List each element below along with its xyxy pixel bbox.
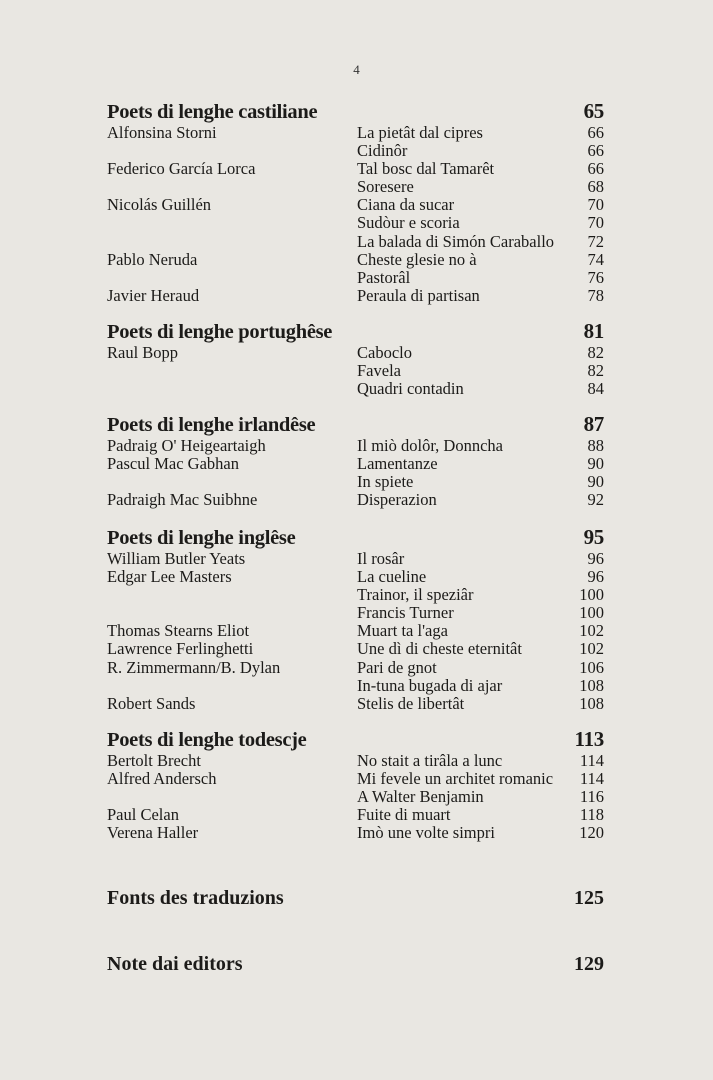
toc-entry	[107, 380, 604, 398]
entry-title: Lamentanze	[357, 454, 438, 474]
toc-entry	[107, 178, 604, 196]
toc-section	[107, 318, 604, 398]
entry-page: 82	[587, 343, 604, 362]
toc-section	[107, 411, 604, 509]
toc-entry	[107, 437, 604, 455]
toc-notes-page: 129	[574, 953, 604, 975]
entry-author: Raul Bopp	[107, 343, 179, 362]
toc-fonts-page: 125	[574, 887, 604, 909]
toc-entry	[107, 659, 604, 677]
entry-title: La cueline	[357, 567, 427, 587]
toc-entry	[107, 142, 604, 160]
toc-entry	[107, 550, 604, 568]
toc-entry	[107, 344, 604, 362]
entry-author: R. Zimmermann/B. Dylan	[107, 657, 281, 677]
entry-page: 74	[587, 249, 604, 269]
entry-page: 96	[587, 549, 604, 568]
entry-page: 114	[579, 769, 604, 789]
toc-entry	[107, 640, 604, 658]
entry-page: 108	[579, 693, 604, 713]
entry-title: Fuite di muart	[357, 805, 451, 825]
entry-title: Favela	[357, 361, 401, 381]
entry-page: 66	[587, 159, 604, 179]
entry-author: Thomas Stearns Eliot	[107, 621, 250, 641]
toc-entry	[107, 770, 604, 788]
entry-title: Une dì di cheste eternitât	[357, 639, 522, 659]
toc-entry	[107, 491, 604, 509]
entry-page: 66	[587, 123, 604, 142]
section-page: 65	[583, 99, 604, 123]
toc-fonts-row	[107, 887, 604, 910]
entry-author: Alfonsina Storni	[107, 123, 217, 142]
entry-page: 106	[579, 657, 604, 677]
entry-page: 92	[587, 490, 604, 510]
entry-page: 114	[579, 751, 604, 770]
section-heading: Poets di lenghe todescje	[107, 729, 307, 751]
section-page: 87	[583, 412, 604, 436]
entry-page: 90	[587, 472, 604, 492]
toc-entry	[107, 806, 604, 824]
entry-title: Caboclo	[357, 343, 412, 362]
toc-notes-label: Note dai editors	[107, 953, 243, 975]
entry-title: Sudòur e scoria	[357, 213, 460, 233]
entry-title: Il rosâr	[357, 549, 405, 568]
entry-title: Peraula di partisan	[357, 285, 480, 305]
toc-notes-row	[107, 953, 604, 976]
toc-section	[107, 726, 604, 842]
section-heading-row	[107, 726, 604, 752]
entry-author: Nicolás Guillén	[107, 195, 212, 215]
entry-author: Verena Haller	[107, 823, 199, 843]
entry-page: 68	[587, 177, 604, 197]
entry-title: Disperazion	[357, 490, 437, 510]
toc-entry	[107, 160, 604, 178]
entry-page: 88	[587, 436, 604, 455]
toc-entry	[107, 622, 604, 640]
section-page: 113	[574, 727, 604, 751]
entry-title: Pastorâl	[357, 267, 411, 287]
entry-author: Javier Heraud	[107, 285, 200, 305]
entry-title: A Walter Benjamin	[357, 787, 484, 807]
entry-author: Padraigh Mac Suibhne	[107, 490, 258, 510]
entry-author: Federico García Lorca	[107, 159, 256, 179]
section-heading: Poets di lenghe portughêse	[107, 321, 333, 343]
entry-title: No stait a tirâla a lunc	[357, 751, 503, 770]
entry-author: Robert Sands	[107, 693, 196, 713]
entry-page: 96	[587, 567, 604, 587]
toc-entry	[107, 752, 604, 770]
entry-page: 118	[579, 805, 604, 825]
entry-page: 108	[579, 675, 604, 695]
entry-title: Francis Turner	[357, 603, 454, 623]
entry-title: Muart ta l'aga	[357, 621, 448, 641]
entry-title: Il miò dolôr, Donncha	[357, 436, 503, 455]
entry-page: 82	[587, 361, 604, 381]
toc-entry	[107, 604, 604, 622]
entry-page: 90	[587, 454, 604, 474]
entry-title: In-tuna bugada di ajar	[357, 675, 503, 695]
section-heading-row	[107, 318, 604, 344]
toc-entry	[107, 362, 604, 380]
toc-entry	[107, 788, 604, 806]
section-page: 81	[583, 319, 604, 343]
entry-page: 120	[579, 823, 604, 843]
entry-title: Stelis de libertât	[357, 693, 465, 713]
page-number: 4	[353, 62, 360, 77]
entry-page: 102	[579, 621, 604, 641]
entry-author: Paul Celan	[107, 805, 179, 825]
entry-page: 84	[587, 379, 604, 399]
entry-title: Imò une volte simpri	[357, 823, 495, 843]
toc-entry	[107, 568, 604, 586]
entry-page: 72	[587, 231, 604, 251]
entry-title: Trainor, il speziâr	[357, 585, 474, 605]
entry-page: 70	[587, 195, 604, 215]
entry-title: Pari de gnot	[357, 657, 437, 677]
toc-entry	[107, 824, 604, 842]
entry-title: Soresere	[357, 177, 414, 197]
entry-author: Alfred Andersch	[107, 769, 217, 789]
toc-entry	[107, 233, 604, 251]
section-heading-row	[107, 524, 604, 550]
toc-entry	[107, 677, 604, 695]
entry-title: Mi fevele un architet romanic	[357, 769, 554, 789]
toc-entry	[107, 287, 604, 305]
entry-title: La balada di Simón Caraballo	[357, 231, 555, 251]
entry-page: 70	[587, 213, 604, 233]
toc-entry	[107, 196, 604, 214]
toc-fonts-label: Fonts des traduzions	[107, 887, 284, 909]
entry-page: 100	[579, 585, 604, 605]
entry-author: Pablo Neruda	[107, 249, 198, 269]
entry-author: Edgar Lee Masters	[107, 567, 232, 587]
toc-entry	[107, 455, 604, 473]
toc-section	[107, 98, 604, 305]
entry-title: Ciana da sucar	[357, 195, 455, 215]
entry-title: Tal bosc dal Tamarêt	[357, 159, 495, 179]
entry-title: Cheste glesie no à	[357, 249, 477, 269]
toc-entry	[107, 695, 604, 713]
section-heading: Poets di lenghe inglêse	[107, 527, 296, 549]
toc-entry	[107, 251, 604, 269]
section-heading-row	[107, 98, 604, 124]
entry-title: In spiete	[357, 472, 414, 492]
entry-page: 78	[587, 285, 604, 305]
entry-page: 66	[587, 141, 604, 161]
section-heading-row	[107, 411, 604, 437]
toc-entry	[107, 214, 604, 232]
entry-author: Pascul Mac Gabhan	[107, 454, 239, 474]
entry-title: La pietât dal cipres	[357, 123, 483, 142]
toc-entry	[107, 473, 604, 491]
entry-title: Quadri contadin	[357, 379, 464, 399]
section-heading: Poets di lenghe castiliane	[107, 101, 318, 123]
entry-title: Cidinôr	[357, 141, 408, 161]
toc-entry	[107, 586, 604, 604]
section-heading: Poets di lenghe irlandêse	[107, 414, 316, 436]
entry-page: 76	[587, 267, 604, 287]
entry-author: Padraig O' Heigeartaigh	[107, 436, 266, 455]
entry-author: William Butler Yeats	[107, 549, 246, 568]
toc-section	[107, 524, 604, 713]
entry-page: 100	[579, 603, 604, 623]
entry-page: 102	[579, 639, 604, 659]
section-page: 95	[583, 525, 604, 549]
toc-entry	[107, 124, 604, 142]
toc-entry	[107, 269, 604, 287]
entry-author: Bertolt Brecht	[107, 751, 201, 770]
entry-page: 116	[579, 787, 604, 807]
entry-author: Lawrence Ferlinghetti	[107, 639, 254, 659]
